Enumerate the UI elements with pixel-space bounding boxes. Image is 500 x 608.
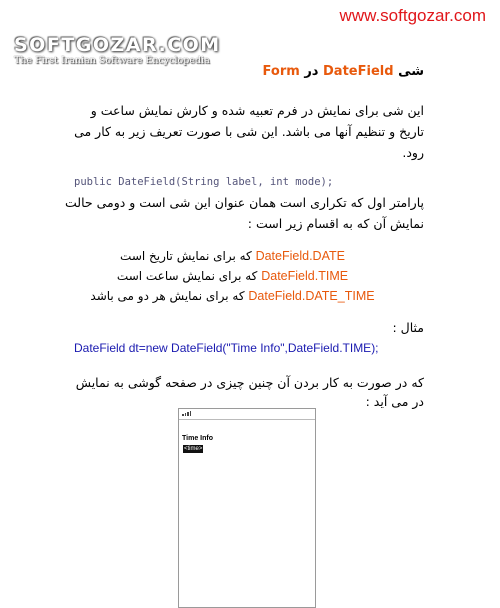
title-middle: در [304,64,319,79]
mode-option-keyword: DateField.DATE [255,249,345,263]
example-label: مثال : [392,320,424,335]
mode-option [40,246,425,266]
result-paragraph: که در صورت به کار بردن آن چنین چیزی در صفحه گوشی به نمایش در می آید : [75,375,424,409]
phone-field-label: Time Info [182,435,213,442]
intro-paragraph: این شی برای نمایش در فرم تعبیه شده و کارش نمایش ساعت و تاریخ و تنظیم آنها می باشد. این شی با صورت تعریف زیر به کار می رود. [74,103,424,160]
example-code: DateField dt=new DateField("Time Info",DateField.TIME); [74,341,379,355]
signal-icon [182,411,191,416]
mode-option-keyword: DateField.TIME [261,269,349,283]
watermark-url: www.softgozar.com [339,6,486,25]
constructor-signature: public DateField(String label, int mode); [74,176,334,188]
logo-text: SOFTGOZAR.COM [14,34,221,56]
mode-option-text: که برای نمایش هر دو می باشد [90,289,245,303]
logo-tagline: The First Iranian Software Encyclopedia [14,55,210,66]
phone-screen-preview [178,408,316,608]
phone-status-bar [179,409,315,420]
mode-option-keyword: DateField.DATE_TIME [248,289,375,303]
mode-option [40,286,425,306]
mode-option [40,266,425,286]
title-prefix: شی [398,64,424,79]
mode-option-text: که برای نمایش تاریخ است [120,249,252,263]
parameters-paragraph: پارامتر اول که تکراری است همان عنوان این شی است و دومی حالت نمایش آن که به اقسام زیر است : [65,195,424,231]
mode-option-text: که برای نمایش ساعت است [116,269,258,283]
section-title [44,64,424,79]
phone-date-field: <time> [184,446,203,452]
title-keyword: DateField [323,64,394,79]
title-keyword-form: Form [262,64,300,79]
softgozar-logo [14,34,244,66]
mode-options-list [40,246,425,306]
